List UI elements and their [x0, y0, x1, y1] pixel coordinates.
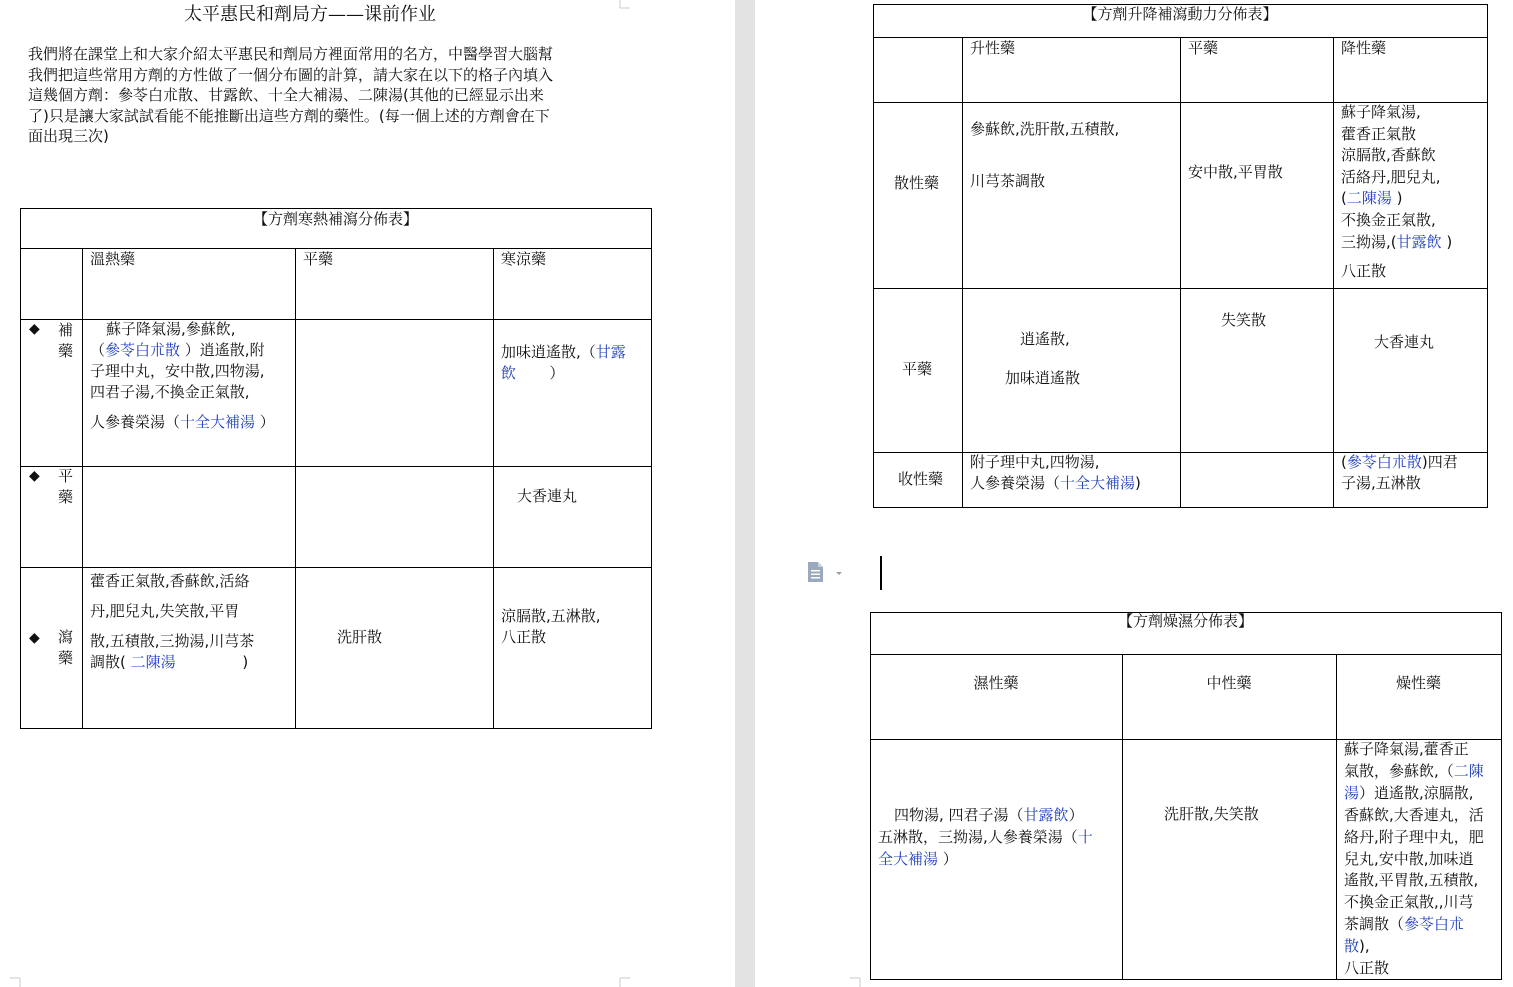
table-cell: 大香連丸 — [1374, 333, 1435, 351]
column-header: 濕性藥 — [973, 674, 1019, 692]
table-cell: 加味逍遙散 — [1005, 369, 1081, 387]
column-header: 中性藥 — [1206, 674, 1252, 692]
column-header: 降性藥 — [1341, 39, 1387, 57]
table-title: 【方劑寒熱補瀉分佈表】 — [252, 210, 418, 228]
row-label: 瀉 藥 — [58, 628, 74, 667]
table-cell: 加味逍遙散,（甘露 飲 ） — [501, 343, 626, 382]
column-header: 燥性藥 — [1395, 674, 1441, 692]
row-label: 散性藥 — [894, 174, 940, 192]
document-title: 太平惠民和劑局方——课前作业 — [184, 4, 436, 25]
table-cell: 大香連丸 — [517, 487, 578, 505]
column-header: 溫熱藥 — [90, 250, 136, 268]
column-header: 平藥 — [1188, 39, 1219, 57]
table-title: 【方劑升降補瀉動力分佈表】 — [1082, 5, 1278, 23]
table-cell: 參蘇飲,洗肝散,五積散, 川芎茶調散 — [970, 120, 1120, 190]
table-cell: 蘇子降氣湯,藿香正 氣散，參蘇飲,（二陳 湯）逍遙散,涼膈散, 香蘇飲,大香連丸，活 絡丹,附子理中丸，肥 兒丸,安中散,加味逍 遙散,平胃散,五積散, 不換金正氣散,,川芎 茶調散（參苓白朮 散), 八正散 — [1344, 740, 1484, 978]
table-cell: 逍遙散, — [1020, 330, 1070, 348]
intro-line: 我們將在課堂上和大家介紹太平惠民和劑局方裡面常用的名方，中醫學習大腦幫 — [28, 45, 554, 63]
intro-line: 面出現三次) — [28, 127, 109, 145]
table-cell: 蘇子降氣湯, 藿香正氣散 涼膈散,香蘇飲 活絡丹,肥兒丸, (二陳湯 ) 不換金正氣散, 三拗湯,(甘露飲 ) 八正散 — [1341, 103, 1453, 281]
row-label: 補 藥 — [58, 321, 74, 360]
intro-line: 了)只是讓大家試試看能不能推斷出這些方劑的藥性。(每一個上述的方劑會在下 — [28, 106, 550, 125]
table-cell: 附子理中丸,四物湯, 人參養榮湯（十全大補湯) — [970, 453, 1141, 492]
text-cursor — [880, 556, 882, 590]
table-cell: 蘇子降氣湯,參蘇飲, （參苓白朮散 ）逍遙散,附 子理中丸，安中散,四物湯, 四君子湯,不換金正氣散, 人參養榮湯（十全大補湯 ） — [90, 320, 275, 431]
table-cell: 洗肝散 — [337, 628, 383, 646]
column-header: 升性藥 — [970, 39, 1016, 57]
row-label: 平藥 — [902, 360, 933, 378]
column-header: 寒涼藥 — [501, 250, 547, 268]
table-cell: 安中散,平胃散 — [1188, 163, 1283, 181]
diamond-bullet-icon: ◆ — [29, 468, 40, 484]
table-cell: 藿香正氣散,香蘇飲,活絡 丹,肥兒丸,失笑散,平胃 散,五積散,三拗湯,川芎茶 調散( 二陳湯 ) — [90, 572, 255, 671]
table-cell: 失笑散 — [1221, 311, 1267, 329]
row-label: 收性藥 — [898, 470, 944, 488]
table-cell: 涼膈散,五淋散, 八正散 — [501, 607, 601, 646]
table-title: 【方劑燥濕分佈表】 — [1117, 612, 1253, 630]
table-cell: 四物湯, 四君子湯（甘露飲） 五淋散，三拗湯,人參養榮湯（十 全大補湯 ） — [878, 806, 1093, 868]
intro-line: 我們把這些常用方劑的方性做了一個分布圖的計算，請大家在以下的格子內填入 — [28, 65, 554, 84]
diamond-bullet-icon: ◆ — [29, 321, 40, 337]
table-cell: (參苓白朮散)四君 子湯,五淋散 — [1341, 453, 1458, 492]
clipboard-icon[interactable] — [806, 560, 846, 590]
table-cell: 洗肝散,失笑散 — [1164, 805, 1259, 823]
diamond-bullet-icon: ◆ — [29, 630, 40, 646]
row-label: 平 藥 — [58, 467, 74, 506]
intro-line: 這幾個方劑：參苓白朮散、甘露飲、十全大補湯、二陳湯(其他的已經显示出来 — [28, 86, 544, 104]
column-header: 平藥 — [303, 250, 334, 268]
